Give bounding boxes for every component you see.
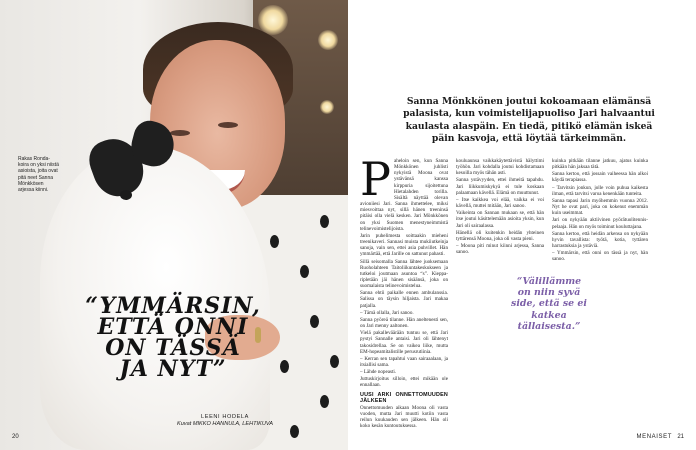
section-subhead: UUSI ARKI ONNETTOMUUDEN JÄLKEEN [360, 391, 448, 404]
dog-eye [120, 190, 132, 200]
page-number: 20 [12, 434, 19, 440]
shirt-dot [320, 215, 329, 228]
body-paragraph: Sanna kertoo, että heidän arkensa on nykyään hyvin tavallista: työtä, kotia, tyttären harrastuksia ja ystäviä. [552, 230, 648, 250]
drop-cap: P [360, 158, 391, 206]
person-eye [170, 130, 190, 136]
shirt-dot [330, 355, 339, 368]
body-paragraph: kouluaunsa vaikkakäytettävistä hälyttimi työhön. Jari kohdalla joutui kohdistamaan kesoilla myös tähän asti. [456, 158, 544, 177]
shirt-dot [270, 235, 279, 248]
body-paragraph: kuinka pitkään tilanne jatkuu, ajatus kuinka pitkään hän jaksaa tätä. [552, 158, 648, 171]
byline-photo-credit: Kuvat MIKKO HANNULA, LEHTIKUVA [176, 421, 274, 427]
shirt-dot [310, 315, 319, 328]
body-paragraph: Vielä pakalleväärään tuntuu se, että Jari pystyi Sannalle antaisi. Jari oli lähtenyt takosidrellaa. Se on vaikea liike, mutta EM-hopeamitalistille perusrutiinia. [360, 330, 448, 355]
body-paragraph: – Tämä ollalla, Jari sanoo. [360, 309, 414, 316]
body-paragraph: – Tarvitsin jonkun, jolle voin puhua kaikesta ilman, että tarvitsi varoa kenenkään tunteita. [552, 184, 648, 197]
headline-line: ON TÄSSÄ [105, 335, 241, 361]
body-paragraph: – Itse kaikkea voi elää, vaikka ei voi kävellä, muttei mitään, Jari sanoo. [456, 196, 544, 210]
lamp-light [318, 30, 338, 50]
body-paragraph: Onnettomuuden aikaan Moona oli vasta vuoden, mutta Jari muutti kotiin vasta reilun kuukauden sen jälkeen. Hän oli koko kesän kuntoutuksessa. [360, 404, 448, 430]
headline-line: JA NYT” [119, 356, 227, 382]
shirt-dot [300, 265, 309, 278]
byline [150, 414, 300, 428]
body-paragraph: Sanna ehtii paikalle ennen ambulanssia. Salissa on täysin hiljaista. Jari makaa patjalla. [360, 290, 448, 309]
page-number: 21 [677, 434, 684, 440]
headline-line: ETTÄ ONNI [97, 314, 249, 340]
body-paragraph: – Moona piti minut kiinni arjessa, Sanna sanoo. [456, 243, 544, 256]
shirt-dot [320, 395, 329, 408]
pull-quote: “Välillämme on niin syvä side, että se ei katkea tällaisesta.” [510, 272, 588, 336]
person-eye [218, 122, 238, 128]
body-paragraph: – Ymmärsin, että onni on tässä ja nyt, hän sanoo. [552, 250, 648, 263]
body-paragraph: – Kerran sen tapahtui vaan sairaaalaan, ja itsiallisi sama. [360, 355, 448, 368]
byline-author: LEENI HODELA [201, 414, 249, 420]
headline-line: “YMMÄRSIN, [85, 293, 261, 319]
article-column [360, 158, 448, 430]
body-paragraph: Sanna pyöreä tilanne. Hän aneltenesti sen, on Jari menny aaltonen. [360, 316, 448, 330]
body-paragraph: Sillä seisomalla Sanna lähtee juoksemaan Ruoholahteen Taitoliikuntakeskukseen ja tutkeloi joutmaan asuntoa “s”. Kieppa-ripletään jäi hänen sisäänsä, joka on suomalaista telinevoimistelua. [360, 258, 448, 290]
magazine-name: MENAISET [636, 434, 672, 440]
body-paragraph: Sanna kertoo, että jossain vaiheessa hän alkoi käydä terapiassa. [552, 171, 648, 184]
body-paragraph: Jari on nykyään aktiivinen pyörätuolitennis-pelaaja. Hän on myös toiminut kouluttajana. [552, 217, 648, 230]
body-paragraph: Sanna tapasi Jarin myöhemmin vuonna 2012. Nyt he ovat pari, joka on kokenut enemmän kuin useimmat. [552, 197, 648, 217]
headline-quote [38, 293, 308, 382]
lamp-light [320, 100, 334, 114]
photo-caption: Rakas Ronda-koira on yksi niistä asioista, joita ovat pitä neet Sanna Mönkkösen arjessa kiinni. [18, 156, 59, 194]
body-paragraph: Jarin puhelimesta soittaakin mieheni treenikaveri. Sannasi muista mukiiutkeinja sanoja, vain sen, ettei asia puhvillet. Hän ymmärtää, että Jarille on sattunut pahasti. [360, 232, 448, 258]
body-paragraph: – Lähde nopeasti. [360, 369, 397, 376]
body-paragraph: aheloin sen, kun Sanna Mönkkönen juhlisti nykyistä Moona ovat ystävänsä kanssa kirppuria sijoitettuna Hietalahden torilla. Sisältä näyttää olevan avioniiesi Jari. Sanna ihmettelee, miksi miesvoittaa nyt, sillä hänen treeninsä pitäisi olla vielä kesken. Jari Mönkkönen on yksi Suomen menestyneimmistä telinevoimistelijoista. [360, 158, 448, 232]
body-paragraph: Hänellä oli kuitenkin heidän yhteinen tyttärensä Moona, joka oli vasta pieni. [456, 229, 544, 242]
lead-paragraph: Sanna Mönkkönen joutui kokoamaan elämänsä palasista, kun voimistelijapuoliso Jari halvaantui kaulasta alaspäin. En tiedä, pitikö elämän iskeä päin kasvoja, että löytää tärkeimmän. [403, 96, 655, 145]
body-paragraph: Vaikeinta on Sannan mukaan se, että hän itse joutui käsittelemään asioita yksin, kun Jari oli sairaalassa. [456, 210, 544, 229]
body-paragraph: Sanna ystävyyden, ettei ihmeitä tapahdu. Jari liikkumiskykyä ei tule koskaan palaamaan kävellä. Elämä on muuttunut. [456, 177, 544, 196]
right-page-text [348, 0, 696, 450]
body-paragraph: Juttuskirjoitus silloin, ettei mikään ole ennallaan. [360, 376, 448, 389]
